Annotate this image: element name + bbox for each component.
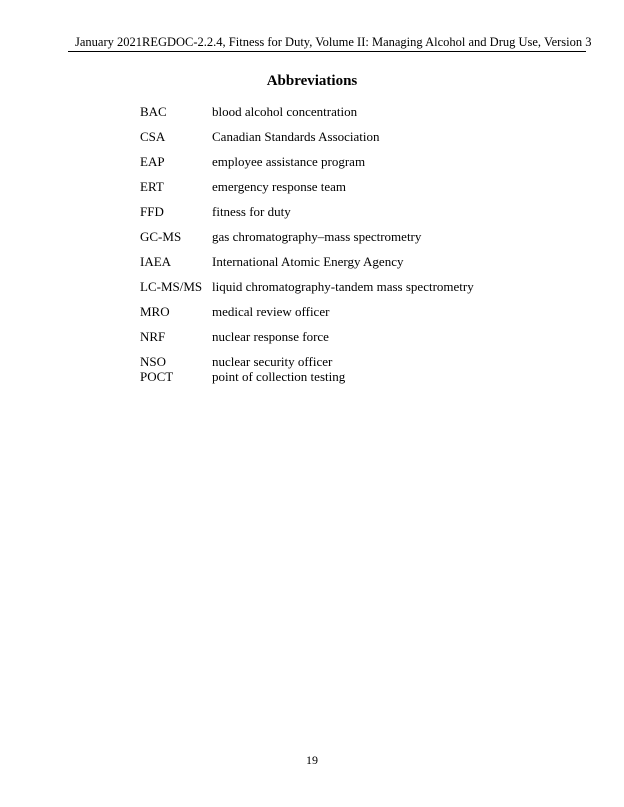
abbreviation-row	[140, 304, 560, 319]
abbreviation-row	[140, 154, 560, 169]
abbreviation-row	[140, 129, 560, 144]
abbreviation-definition: nuclear response force	[212, 329, 329, 344]
abbreviation-term: IAEA	[140, 254, 172, 269]
page-title: Abbreviations	[266, 73, 358, 89]
header-date: January 2021	[75, 35, 142, 49]
abbreviation-row	[140, 204, 560, 219]
abbreviation-term: FFD	[140, 204, 164, 219]
page-header	[75, 35, 592, 49]
abbreviation-row	[140, 369, 560, 384]
abbreviation-definition: Canadian Standards Association	[212, 129, 380, 144]
header-document-title: REGDOC-2.2.4, Fitness for Duty, Volume II: Managing Alcohol and Drug Use, Version 3	[142, 35, 592, 49]
abbreviation-row	[140, 329, 560, 344]
abbreviation-row	[140, 279, 560, 294]
abbreviation-definition: gas chromatography–mass spectrometry	[212, 229, 422, 244]
abbreviation-term: POCT	[140, 369, 174, 384]
abbreviation-definition: nuclear security officer	[212, 354, 333, 369]
page-number: 19	[306, 753, 318, 767]
page-footer	[0, 753, 624, 767]
abbreviation-row	[140, 179, 560, 194]
abbreviation-term: ERT	[140, 179, 164, 194]
abbreviation-row	[140, 229, 560, 244]
abbreviation-definition: medical review officer	[212, 304, 330, 319]
abbreviation-definition: point of collection testing	[212, 369, 346, 384]
header-rule	[68, 51, 586, 52]
abbreviation-term: GC-MS	[140, 229, 182, 244]
abbreviation-row	[140, 104, 560, 119]
abbreviation-definition: blood alcohol concentration	[212, 104, 358, 119]
abbreviation-row	[140, 354, 560, 369]
abbreviation-definition: liquid chromatography-tandem mass spectrometry	[212, 279, 474, 294]
abbreviation-definition: International Atomic Energy Agency	[212, 254, 404, 269]
abbreviation-definition: employee assistance program	[212, 154, 366, 169]
abbreviation-row	[140, 254, 560, 269]
abbreviation-term: LC-MS/MS	[140, 279, 203, 294]
abbreviation-term: CSA	[140, 129, 166, 144]
abbreviation-definition: emergency response team	[212, 179, 347, 194]
abbreviation-term: EAP	[140, 154, 165, 169]
abbreviation-term: NSO	[140, 354, 167, 369]
abbreviations-list	[140, 104, 560, 384]
abbreviation-term: BAC	[140, 104, 167, 119]
abbreviation-definition: fitness for duty	[212, 204, 291, 219]
abbreviation-term: MRO	[140, 304, 170, 319]
abbreviation-term: NRF	[140, 329, 166, 344]
